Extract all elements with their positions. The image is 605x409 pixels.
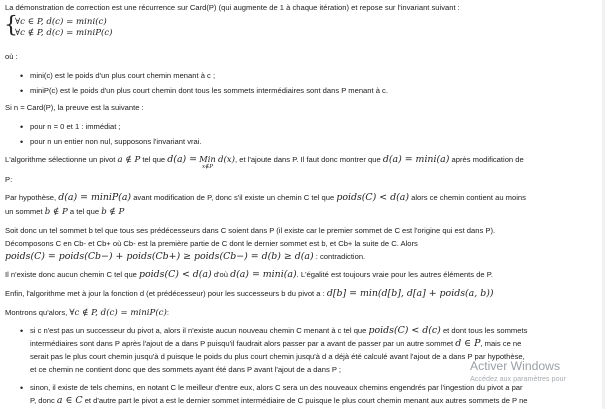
math-d-x: d(x) bbox=[217, 155, 236, 165]
algo-text-e: P: bbox=[5, 175, 13, 184]
ou-label: où : bbox=[5, 52, 18, 61]
bullet1-text-b: et dont tous les sommets bbox=[442, 326, 528, 335]
invariant-case-2: ∀c ∉ P, d(c) = miniP(c) bbox=[15, 28, 113, 38]
hypothesis-line-1 bbox=[5, 193, 526, 203]
algo-text-c: , et l'ajoute dans P. Il faut donc montrer que bbox=[235, 155, 381, 164]
montrons-line bbox=[5, 308, 169, 318]
bullet-icon: • bbox=[20, 326, 24, 336]
math-d-a-mini: d(a) = mini(a) bbox=[382, 154, 450, 165]
nexiste-text-a: Il n'existe donc aucun chemin C tel que bbox=[5, 270, 137, 279]
cases-brace: { bbox=[4, 13, 18, 38]
hyp-text-b: avant modification de P, donc s'il existe un chemin C tel que bbox=[133, 193, 335, 202]
algo-text-b: tel que bbox=[142, 155, 166, 164]
min-subscript: x∉P bbox=[201, 164, 214, 170]
math-poids-lt-2: poids(C) < d(a) bbox=[139, 269, 212, 280]
math-a-notin-p: a ∉ P bbox=[117, 155, 141, 165]
def-minip: miniP(c) est le poids d'un plus court chemin dont tous les sommets intermédiaires sont dans P menant à c. bbox=[30, 86, 388, 95]
hypothesis-line-2 bbox=[5, 207, 124, 217]
hyp-text-d: un sommet bbox=[5, 207, 43, 216]
bullet2-text-b: et d'autre part le pivot a est le dernier sommet intermédiaire de C puisque le plus court chemin menant aux autres sommets de P ne bbox=[84, 396, 528, 405]
min-operator bbox=[199, 155, 216, 170]
nexiste-text-c: . L'égalité est toujours vraie pour les autres éléments de P. bbox=[296, 270, 493, 279]
math-d-a-minip: d(a) = miniP(a) bbox=[58, 192, 132, 203]
bullet-icon: • bbox=[20, 137, 24, 147]
math-b-notin-p: b ∉ P bbox=[44, 207, 68, 217]
bullet-icon: • bbox=[20, 122, 24, 132]
windows-activation-watermark: Activer Windows bbox=[470, 359, 561, 373]
case-n-0-1: pour n = 0 et 1 : immédiat ; bbox=[30, 122, 121, 131]
algo-text-a: L'algorithme sélectionne un pivot bbox=[5, 155, 116, 164]
windows-activation-subtext: Accédez aux paramètres pour bbox=[470, 374, 566, 383]
bullet1-text-c: intermédiaires sont dans P après l'ajout de a dans P puisqu'il faudrait alors passer par a avant de passer par un autre sommet bbox=[30, 339, 454, 348]
math-a-in-c: a ∈ C bbox=[56, 395, 83, 406]
math-d-a: d(a) = bbox=[167, 154, 198, 165]
math-c-formula: poids(C) = poids(Cb−) + poids(Cb+) ≥ poids(Cb−) = d(b) ≥ d(a) bbox=[5, 251, 314, 262]
bullet1-line-2 bbox=[30, 339, 521, 349]
enfin-text: Enfin, l'algorithme met à jour la fonction d (et prédécesseur) pour les successeurs b du pivot a : bbox=[5, 289, 325, 298]
nexiste-text-b: d'où bbox=[213, 270, 228, 279]
bullet1-line-3: serait pas le plus court chemin jusqu'à d puisque le poids du plus court chemin jusqu'à d a déjà été calculé avant l'ajout de a dans P par hypothèse, bbox=[30, 352, 525, 361]
hyp-text-e: a tel que bbox=[69, 207, 100, 216]
algo-text-d: après modification de bbox=[451, 155, 524, 164]
bullet-icon: • bbox=[20, 86, 24, 96]
hyp-text-c: alors ce chemin contient au moins bbox=[411, 193, 526, 202]
algo-paragraph bbox=[5, 155, 524, 170]
math-poids-c-lt: poids(C) < d(c) bbox=[368, 325, 441, 336]
bullet1-line-1 bbox=[30, 326, 527, 336]
decomposition-line bbox=[5, 252, 365, 262]
bullet-icon: • bbox=[20, 71, 24, 81]
montrons-text-b: : bbox=[166, 308, 169, 317]
bullet-icon: • bbox=[20, 383, 24, 393]
bullet2-text-a: P, donc bbox=[30, 396, 55, 405]
bullet1-text-d: , mais ce ne bbox=[480, 339, 522, 348]
bullet2-line-2 bbox=[30, 396, 528, 406]
math-d-a-mini-2: d(a) = mini(a) bbox=[230, 269, 297, 280]
math-b-notin-p-2: b ∉ P bbox=[101, 207, 125, 217]
montrons-text-a: Montrons qu'alors, bbox=[5, 308, 68, 317]
math-poids-lt: poids(C) < d(a) bbox=[336, 192, 409, 203]
invariant-case-1: ∀c ∈ P, d(c) = mini(c) bbox=[15, 17, 107, 27]
si-n-text: Si n = Card(P), la preuve est la suivante : bbox=[5, 103, 144, 112]
bullet1-text-a: si c n'est pas un successeur du pivot a, alors il n'existe aucun nouveau chemin C menant à c tel que bbox=[30, 326, 367, 335]
math-forall-c: ∀c ∉ P, d(c) = miniP(c) bbox=[69, 308, 167, 318]
hyp-text-a: Par hypothèse, bbox=[5, 193, 57, 202]
math-update: d[b] = min(d[b], d[a] + poids(a, b)) bbox=[326, 288, 494, 299]
contradiction-text: : contradiction. bbox=[315, 252, 366, 261]
case-n-general: pour n un entier non nul, supposons l'invariant vrai. bbox=[30, 137, 202, 146]
bullet2-line-1: sinon, il existe de tels chemins, en notant C le meilleur d'entre eux, alors C sera un des nouveaux chemins engendrés par l'ingestion du pivot a par bbox=[30, 383, 523, 392]
min-label: Min bbox=[199, 154, 216, 164]
def-mini: mini(c) est le poids d'un plus court chemin menant à c ; bbox=[30, 71, 216, 80]
math-d-in-p: d ∈ P bbox=[455, 338, 481, 349]
intro-text: La démonstration de correction est une récurrence sur Card(P) (qui augmente de 1 à chaque itération) et repose sur l'invariant suivant : bbox=[5, 3, 460, 12]
soit-line-2: Décomposons C en Cb- et Cb+ où Cb- est la première partie de C dont le dernier sommet est b, et Cb+ la suite de C. Alors bbox=[5, 239, 418, 248]
nexiste-line bbox=[5, 270, 493, 280]
soit-line-1: Soit donc un tel sommet b tel que tous ses prédécesseurs dans C soient dans P (il existe car le premier sommet de C est l'origine qui est dans P). bbox=[5, 226, 496, 235]
enfin-line bbox=[5, 289, 494, 299]
bullet1-line-4: et ce chemin ne contient donc que des sommets ayant été dans P avant l'ajout de a dans P ; bbox=[30, 365, 342, 374]
